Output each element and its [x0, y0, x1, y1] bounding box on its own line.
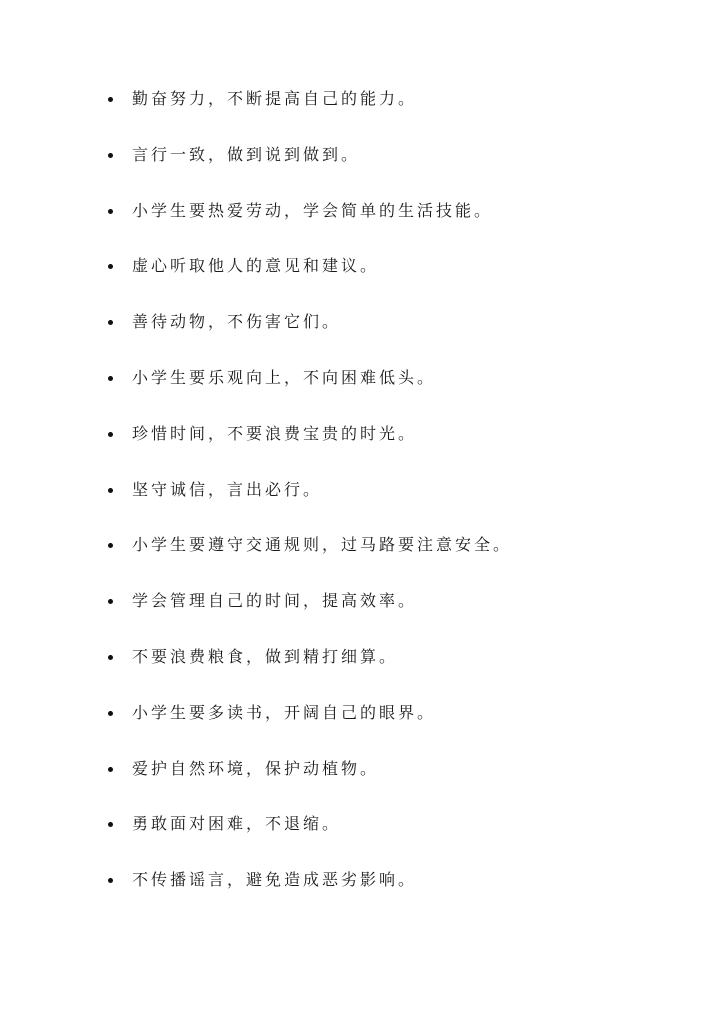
list-item-text: 不传播谣言，避免造成恶劣影响。 [132, 870, 418, 890]
bullet-icon [108, 488, 113, 493]
list-item [108, 698, 668, 754]
list-item-text: 不要浪费粮食，做到精打细算。 [132, 646, 399, 666]
list-item-text: 勤奋努力，不断提高自己的能力。 [132, 89, 418, 108]
list-item-text: 小学生要热爱劳动，学会简单的生活技能。 [132, 200, 494, 220]
bullet-icon [108, 153, 113, 158]
list-item-text: 小学生要遵守交通规则，过马路要注意安全。 [132, 535, 513, 555]
bullet-icon [108, 599, 113, 604]
list-item-text: 小学生要乐观向上，不向困难低头。 [132, 367, 437, 387]
list-item-text: 学会管理自己的时间，提高效率。 [132, 591, 418, 611]
list-item [108, 84, 668, 140]
bullet-icon [108, 432, 113, 437]
list-item-text: 爱护自然环境，保护动植物。 [132, 758, 380, 778]
bullet-icon [108, 822, 113, 827]
list-item [108, 196, 668, 252]
list-item-text: 虚心听取他人的意见和建议。 [132, 256, 380, 276]
bullet-list [108, 84, 668, 921]
list-item [108, 419, 668, 475]
list-item-text: 勇敢面对困难，不退缩。 [132, 814, 342, 834]
list-item [108, 754, 668, 810]
list-item [108, 586, 668, 642]
bullet-icon [108, 320, 113, 325]
bullet-icon [108, 97, 113, 102]
list-item [108, 363, 668, 419]
list-item-text: 言行一致，做到说到做到。 [132, 144, 361, 164]
list-item-text: 珍惜时间，不要浪费宝贵的时光。 [132, 423, 418, 443]
bullet-icon [108, 264, 113, 269]
list-item-text: 善待动物，不伤害它们。 [132, 312, 342, 332]
list-item [108, 642, 668, 698]
list-item-text: 小学生要多读书，开阔自己的眼界。 [132, 702, 437, 722]
bullet-icon [108, 209, 113, 214]
list-item [108, 307, 668, 363]
list-item [108, 251, 668, 307]
bullet-icon [108, 655, 113, 660]
bullet-icon [108, 543, 113, 548]
list-item [108, 865, 668, 921]
bullet-icon [108, 376, 113, 381]
list-item-text: 坚守诚信，言出必行。 [132, 479, 323, 499]
bullet-icon [108, 711, 113, 716]
list-item [108, 475, 668, 531]
bullet-icon [108, 878, 113, 883]
bullet-icon [108, 767, 113, 772]
list-item [108, 809, 668, 865]
list-item [108, 530, 668, 586]
list-item [108, 140, 668, 196]
